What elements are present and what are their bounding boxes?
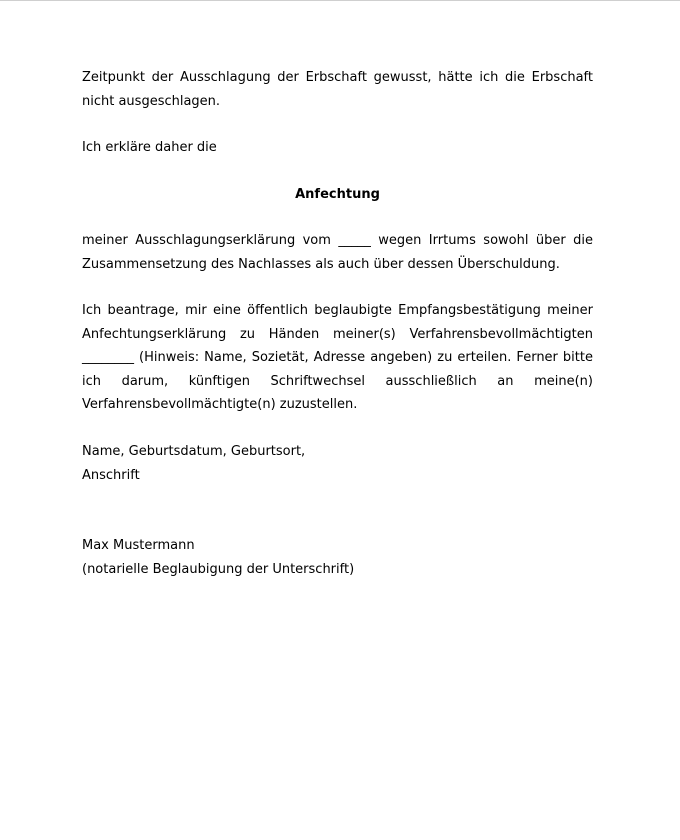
paragraph-declaration bbox=[82, 136, 593, 160]
paragraph-declaration-text: Ich erkläre daher die bbox=[82, 140, 217, 155]
sender-block bbox=[82, 440, 593, 487]
signature-note: (notarielle Beglaubigung der Unterschrift) bbox=[82, 561, 355, 577]
paragraph-intro-line-2: nicht ausgeschlagen. bbox=[82, 93, 221, 109]
document-heading: Anfechtung bbox=[295, 187, 380, 202]
sender-address: Anschrift bbox=[82, 467, 140, 483]
paragraph-request-line-2: Anfechtungserklärung zu Händen meiner(s) Verfahrensbevollmächtigten bbox=[82, 326, 593, 342]
paragraph-intro-line-1: Zeitpunkt der Ausschlagung der Erbschaft gewusst, hätte ich die Erbschaft bbox=[82, 70, 593, 85]
paragraph-challenge-line-2: Zusammensetzung des Nachlasses als auch über dessen Überschuldung. bbox=[82, 256, 560, 272]
paragraph-intro bbox=[82, 66, 593, 113]
sender-details-line-1: Name, Geburtsdatum, Geburtsort, bbox=[82, 444, 306, 459]
paragraph-request-line-4: ich darum, künftigen Schriftwechsel ausschließlich an meine(n) bbox=[82, 373, 593, 389]
paragraph-request-line-1: Ich beantrage, mir eine öffentlich beglaubigte Empfangsbestätigung meiner bbox=[82, 303, 593, 318]
signature-name: Max Mustermann bbox=[82, 538, 195, 553]
paragraph-request-line-3: ________ (Hinweis: Name, Sozietät, Adresse angeben) zu erteilen. Ferner bitte bbox=[82, 350, 593, 365]
paragraph-request bbox=[82, 299, 593, 417]
paragraph-request-line-5: Verfahrensbevollmächtigte(n) zuzustellen. bbox=[82, 397, 358, 412]
paragraph-challenge bbox=[82, 229, 593, 276]
signature-block bbox=[82, 534, 593, 581]
paragraph-challenge-line-1: meiner Ausschlagungserklärung vom _____ wegen Irrtums sowohl über die bbox=[82, 233, 593, 248]
